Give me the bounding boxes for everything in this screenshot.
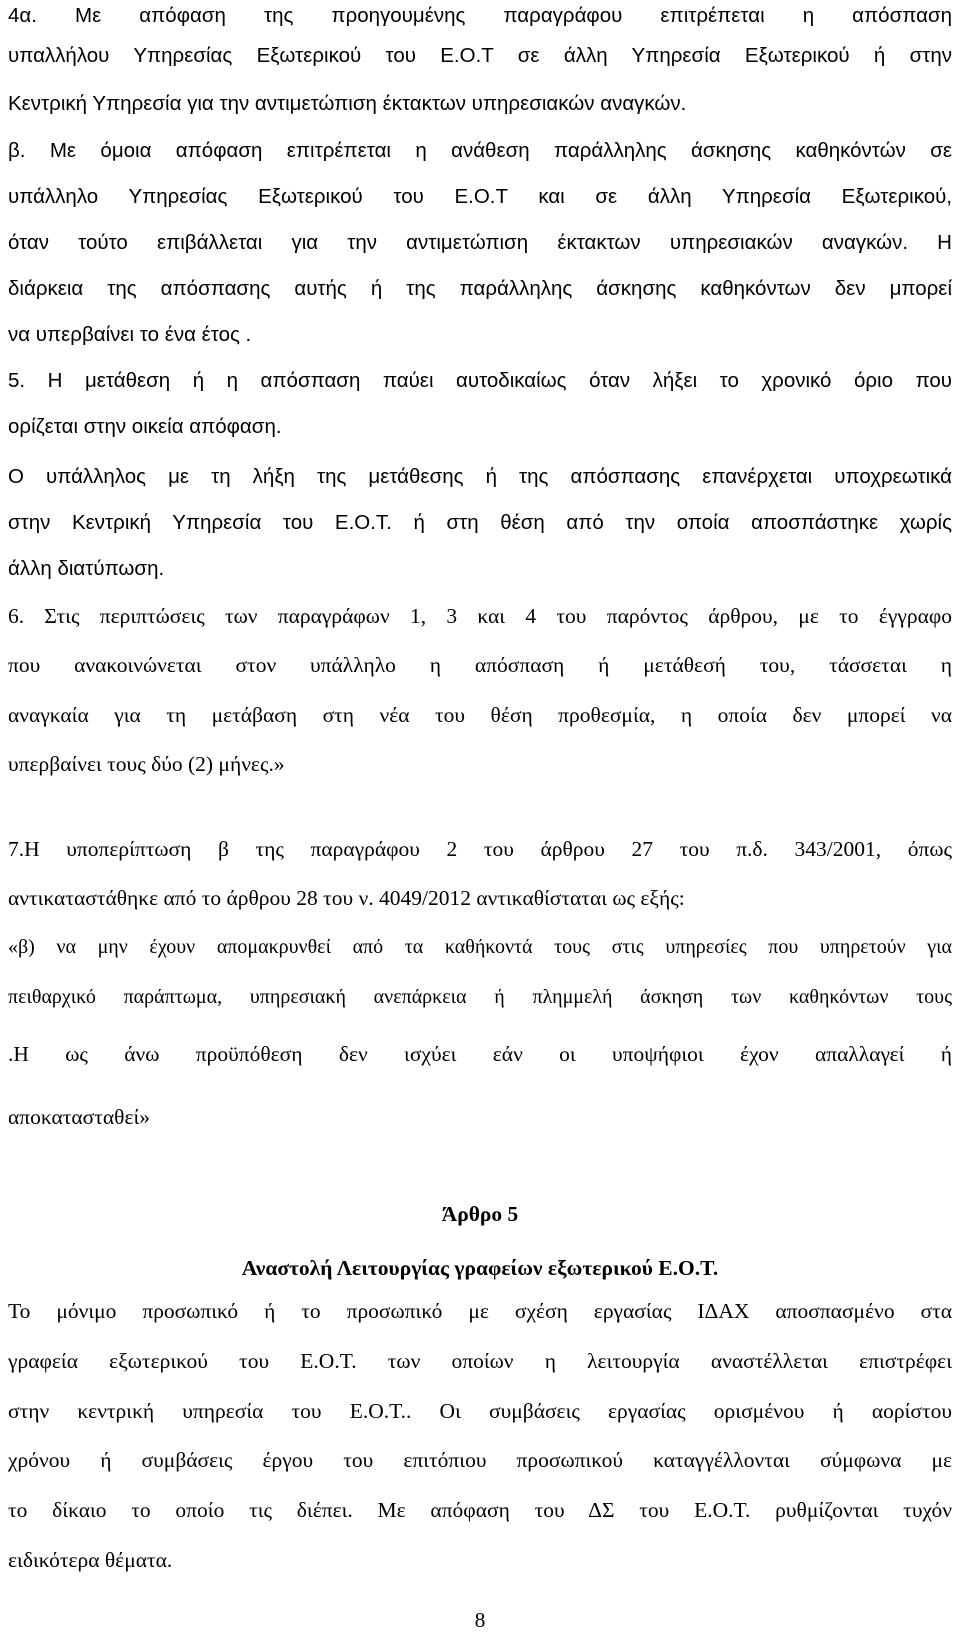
text-line: 4α. Με απόφαση της προηγουμένης παραγράφου επιτρέπεται η απόσπαση — [8, 4, 952, 27]
text-line: υπάλληλο Υπηρεσίας Εξωτερικού του Ε.Ο.Τ και σε άλλη Υπηρεσία Εξωτερικού, — [8, 185, 952, 208]
text-line: 6. Στις περιπτώσεις των παραγράφων 1, 3 και 4 του παρόντος άρθρου, με το έγγραφο — [8, 604, 952, 628]
text-line: Κεντρική Υπηρεσία για την αντιμετώπιση έκτακτων υπηρεσιακών αναγκών. — [8, 92, 687, 115]
page-number: 8 — [474, 1608, 486, 1632]
text-line: που ανακοινώνεται στον υπάλληλο η απόσπαση ή μετάθεσή του, τάσσεται η — [8, 653, 952, 677]
text-line: ειδικότερα θέματα. — [8, 1548, 173, 1572]
article-heading: Άρθρο 5 — [441, 1202, 519, 1226]
text-line: να υπερβαίνει το ένα έτος . — [8, 323, 252, 346]
text-line: το δίκαιο το οποίο τις διέπει. Με απόφαση του ΔΣ του Ε.Ο.Τ. ρυθμίζονται τυχόν — [8, 1498, 952, 1522]
text-line: ορίζεται στην οικεία απόφαση. — [8, 415, 282, 438]
text-line: υπαλλήλου Υπηρεσίας Εξωτερικού του Ε.Ο.Τ σε άλλη Υπηρεσία Εξωτερικού ή στην — [8, 44, 952, 67]
text-line: άλλη διατύπωση. — [8, 557, 165, 580]
text-line: αναγκαία για τη μετάβαση στη νέα του θέση προθεσμία, η οποία δεν μπορεί να — [8, 703, 952, 727]
text-line: στην κεντρική υπηρεσία του Ε.Ο.Τ.. Οι συμβάσεις εργασίας ορισμένου ή αορίστου — [8, 1399, 952, 1423]
text-line: Το μόνιμο προσωπικό ή το προσωπικό με σχέση εργασίας ΙΔΑΧ αποσπασμένο στα — [8, 1299, 952, 1323]
text-line: «β) να μην έχουν απομακρυνθεί από τα καθήκοντά τους στις υπηρεσίες που υπηρετούν για — [8, 936, 952, 958]
text-line: στην Κεντρική Υπηρεσία του Ε.Ο.Τ. ή στη θέση από την οποία αποσπάστηκε χωρίς — [8, 511, 952, 534]
article-subheading: Αναστολή Λειτουργίας γραφείων εξωτερικού Ε.Ο.Τ. — [241, 1256, 719, 1280]
text-line: Ο υπάλληλος με τη λήξη της μετάθεσης ή της απόσπασης επανέρχεται υποχρεωτικά — [8, 465, 952, 488]
text-line: όταν τούτο επιβάλλεται για την αντιμετώπιση έκτακτων υπηρεσιακών αναγκών. Η — [8, 231, 952, 254]
text-line: χρόνου ή συμβάσεις έργου του επιτόπιου προσωπικού καταγγέλλονται σύμφωνα με — [8, 1448, 952, 1472]
text-line: πειθαρχικό παράπτωμα, υπηρεσιακή ανεπάρκεια ή πλημμελή άσκηση των καθηκόντων τους — [8, 986, 952, 1008]
text-line: 7.Η υποπερίπτωση β της παραγράφου 2 του άρθρου 27 του π.δ. 343/2001, όπως — [8, 837, 952, 861]
text-line: γραφεία εξωτερικού του Ε.Ο.Τ. των οποίων η λειτουργία αναστέλλεται επιστρέφει — [8, 1349, 952, 1373]
text-line: 5. Η μετάθεση ή η απόσπαση παύει αυτοδικαίως όταν λήξει το χρονικό όριο που — [8, 369, 952, 392]
text-line: διάρκεια της απόσπασης αυτής ή της παράλληλης άσκησης καθηκόντων δεν μπορεί — [8, 277, 952, 300]
text-line: αποκατασταθεί» — [8, 1105, 151, 1129]
text-line: .Η ως άνω προϋπόθεση δεν ισχύει εάν οι υποψήφιοι έχον απαλλαγεί ή — [8, 1042, 952, 1066]
text-line: β. Με όμοια απόφαση επιτρέπεται η ανάθεση παράλληλης άσκησης καθηκόντών σε — [8, 139, 952, 162]
text-line: υπερβαίνει τους δύο (2) μήνες.» — [8, 752, 285, 776]
text-line: αντικαταστάθηκε από το άρθρου 28 του ν. 4049/2012 αντικαθίσταται ως εξής: — [8, 886, 685, 910]
